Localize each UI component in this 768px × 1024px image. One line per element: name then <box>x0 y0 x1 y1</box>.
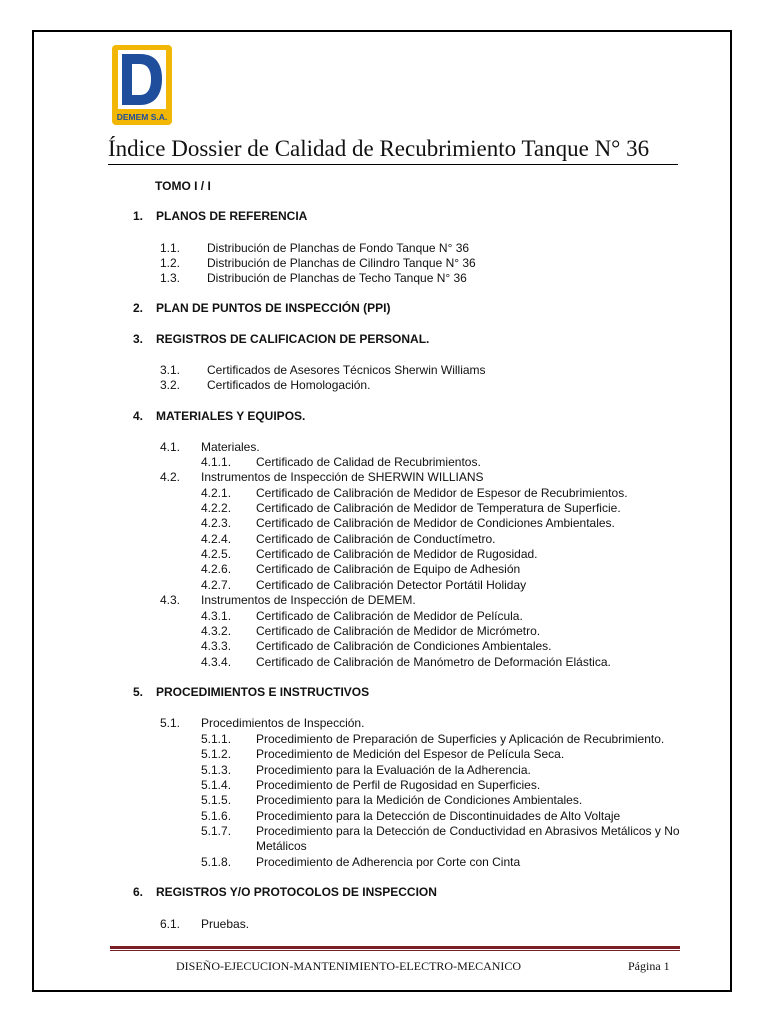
index-entry: Procedimiento para la Detección de Conductividad en Abrasivos Metálicos y No <box>256 824 680 838</box>
index-number: 4.3.3. <box>201 639 232 653</box>
index-number: 5.1.2. <box>201 747 232 761</box>
index-entry: Procedimiento de Adherencia por Corte con Cinta <box>256 855 521 869</box>
index-entry: Certificado de Calibración de Medidor de Espesor de Recubrimientos. <box>256 486 628 500</box>
footer-page-number: Página 1 <box>628 959 670 973</box>
index-entry: Distribución de Planchas de Fondo Tanque N° 36 <box>207 241 470 255</box>
index-entry: Certificado de Calibración de Medidor de Rugosidad. <box>256 547 538 561</box>
logo-text: DEMEM S.A. <box>116 112 168 122</box>
index-entry: Certificado de Calibración de Medidor de Micrómetro. <box>256 624 541 638</box>
index-entry: Procedimiento de Preparación de Superficies y Aplicación de Recubrimiento. <box>256 732 665 746</box>
index-entry: Procedimiento para la Evaluación de la Adherencia. <box>256 763 531 777</box>
footer-rule <box>110 946 680 949</box>
index-entry: Instrumentos de Inspección de SHERWIN WILLIANS <box>201 470 484 484</box>
index-entry: Materiales. <box>201 440 260 454</box>
page-title: Índice Dossier de Calidad de Recubrimiento Tanque N° 36 <box>108 134 678 165</box>
index-number: 4.2.1. <box>201 486 232 500</box>
section-heading: REGISTROS DE CALIFICACION DE PERSONAL. <box>156 332 430 346</box>
index-number: 4.3.2. <box>201 624 232 638</box>
index-number: 4.1. <box>160 440 181 454</box>
index-number: 4.3. <box>160 593 181 607</box>
tomo-label: TOMO I / I <box>155 179 211 193</box>
company-logo <box>112 45 172 125</box>
section-heading: PLAN DE PUNTOS DE INSPECCIÓN (PPI) <box>156 301 391 315</box>
footer-left-text: DISEÑO-EJECUCION-MANTENIMIENTO-ELECTRO-MECANICO <box>176 959 522 973</box>
index-number: 5.1.8. <box>201 855 232 869</box>
index-number: 5.1.5. <box>201 793 232 807</box>
index-number: 4.1.1. <box>201 455 232 469</box>
section-heading: PLANOS DE REFERENCIA <box>156 209 308 223</box>
index-entry: Certificado de Calibración de Medidor de Condiciones Ambientales. <box>256 516 615 530</box>
index-number: 3.1. <box>160 363 181 377</box>
index-entry: Distribución de Planchas de Techo Tanque N° 36 <box>207 271 467 285</box>
index-number: 4.3.1. <box>201 609 232 623</box>
index-number: 3.2. <box>160 378 181 392</box>
index-entry: Certificado de Calibración de Conductímetro. <box>256 532 496 546</box>
index-entry: Procedimiento de Perfil de Rugosidad en Superficies. <box>256 778 541 792</box>
index-number: 4.2.7. <box>201 578 232 592</box>
index-number: 5.1.4. <box>201 778 232 792</box>
section-heading: PROCEDIMIENTOS E INSTRUCTIVOS <box>156 685 370 699</box>
index-number: 4.2.5. <box>201 547 232 561</box>
index-entry: Instrumentos de Inspección de DEMEM. <box>201 593 416 607</box>
index-entry: Certificado de Calibración Detector Portátil Holiday <box>256 578 527 592</box>
index-number: 5. <box>133 685 144 699</box>
index-entry: Certificado de Calibración de Condiciones Ambientales. <box>256 639 552 653</box>
index-entry: Certificado de Calidad de Recubrimientos. <box>256 455 481 469</box>
index-number: 4. <box>133 409 144 423</box>
index-number: 1.2. <box>160 256 181 270</box>
index-number: 1.3. <box>160 271 181 285</box>
index-entry: Certificado de Calibración de Manómetro de Deformación Elástica. <box>256 655 611 669</box>
index-entry: Pruebas. <box>201 917 250 931</box>
index-entry: Certificado de Calibración de Equipo de Adhesión <box>256 562 521 576</box>
index-number: 4.2. <box>160 470 181 484</box>
demem-logo-icon <box>112 45 172 125</box>
index-number: 1. <box>133 209 144 223</box>
index-entry: Distribución de Planchas de Cilindro Tanque N° 36 <box>207 256 476 270</box>
index-entry: Certificados de Homologación. <box>207 378 371 392</box>
index-number: 6. <box>133 885 144 899</box>
index-number: 5.1.7. <box>201 824 232 838</box>
index-entry: Certificado de Calibración de Medidor de Temperatura de Superficie. <box>256 501 621 515</box>
index-number: 4.2.2. <box>201 501 232 515</box>
index-number: 4.2.3. <box>201 516 232 530</box>
index-entry: Certificado de Calibración de Medidor de Película. <box>256 609 523 623</box>
index-number: 4.2.6. <box>201 562 232 576</box>
index-entry: Certificados de Asesores Técnicos Sherwin Williams <box>207 363 486 377</box>
index-number: 5.1.3. <box>201 763 232 777</box>
index-entry: Procedimiento para la Medición de Condiciones Ambientales. <box>256 793 583 807</box>
index-number: 5.1. <box>160 716 181 730</box>
index-entry: Procedimientos de Inspección. <box>201 716 365 730</box>
index-number: 1.1. <box>160 241 181 255</box>
index-number: 2. <box>133 301 144 315</box>
index-number: 6.1. <box>160 917 181 931</box>
index-number: 5.1.1. <box>201 732 232 746</box>
index-entry: Procedimiento de Medición del Espesor de Película Seca. <box>256 747 565 761</box>
section-heading: MATERIALES Y EQUIPOS. <box>156 409 306 423</box>
index-number: 5.1.6. <box>201 809 232 823</box>
index-number: 3. <box>133 332 144 346</box>
index-entry: Procedimiento para la Detección de Discontinuidades de Alto Voltaje <box>256 809 621 823</box>
section-heading: REGISTROS Y/O PROTOCOLOS DE INSPECCION <box>156 885 437 899</box>
footer-rule-thin <box>110 950 680 951</box>
index-entry: Metálicos <box>256 839 307 853</box>
index-number: 4.2.4. <box>201 532 232 546</box>
index-number: 4.3.4. <box>201 655 232 669</box>
